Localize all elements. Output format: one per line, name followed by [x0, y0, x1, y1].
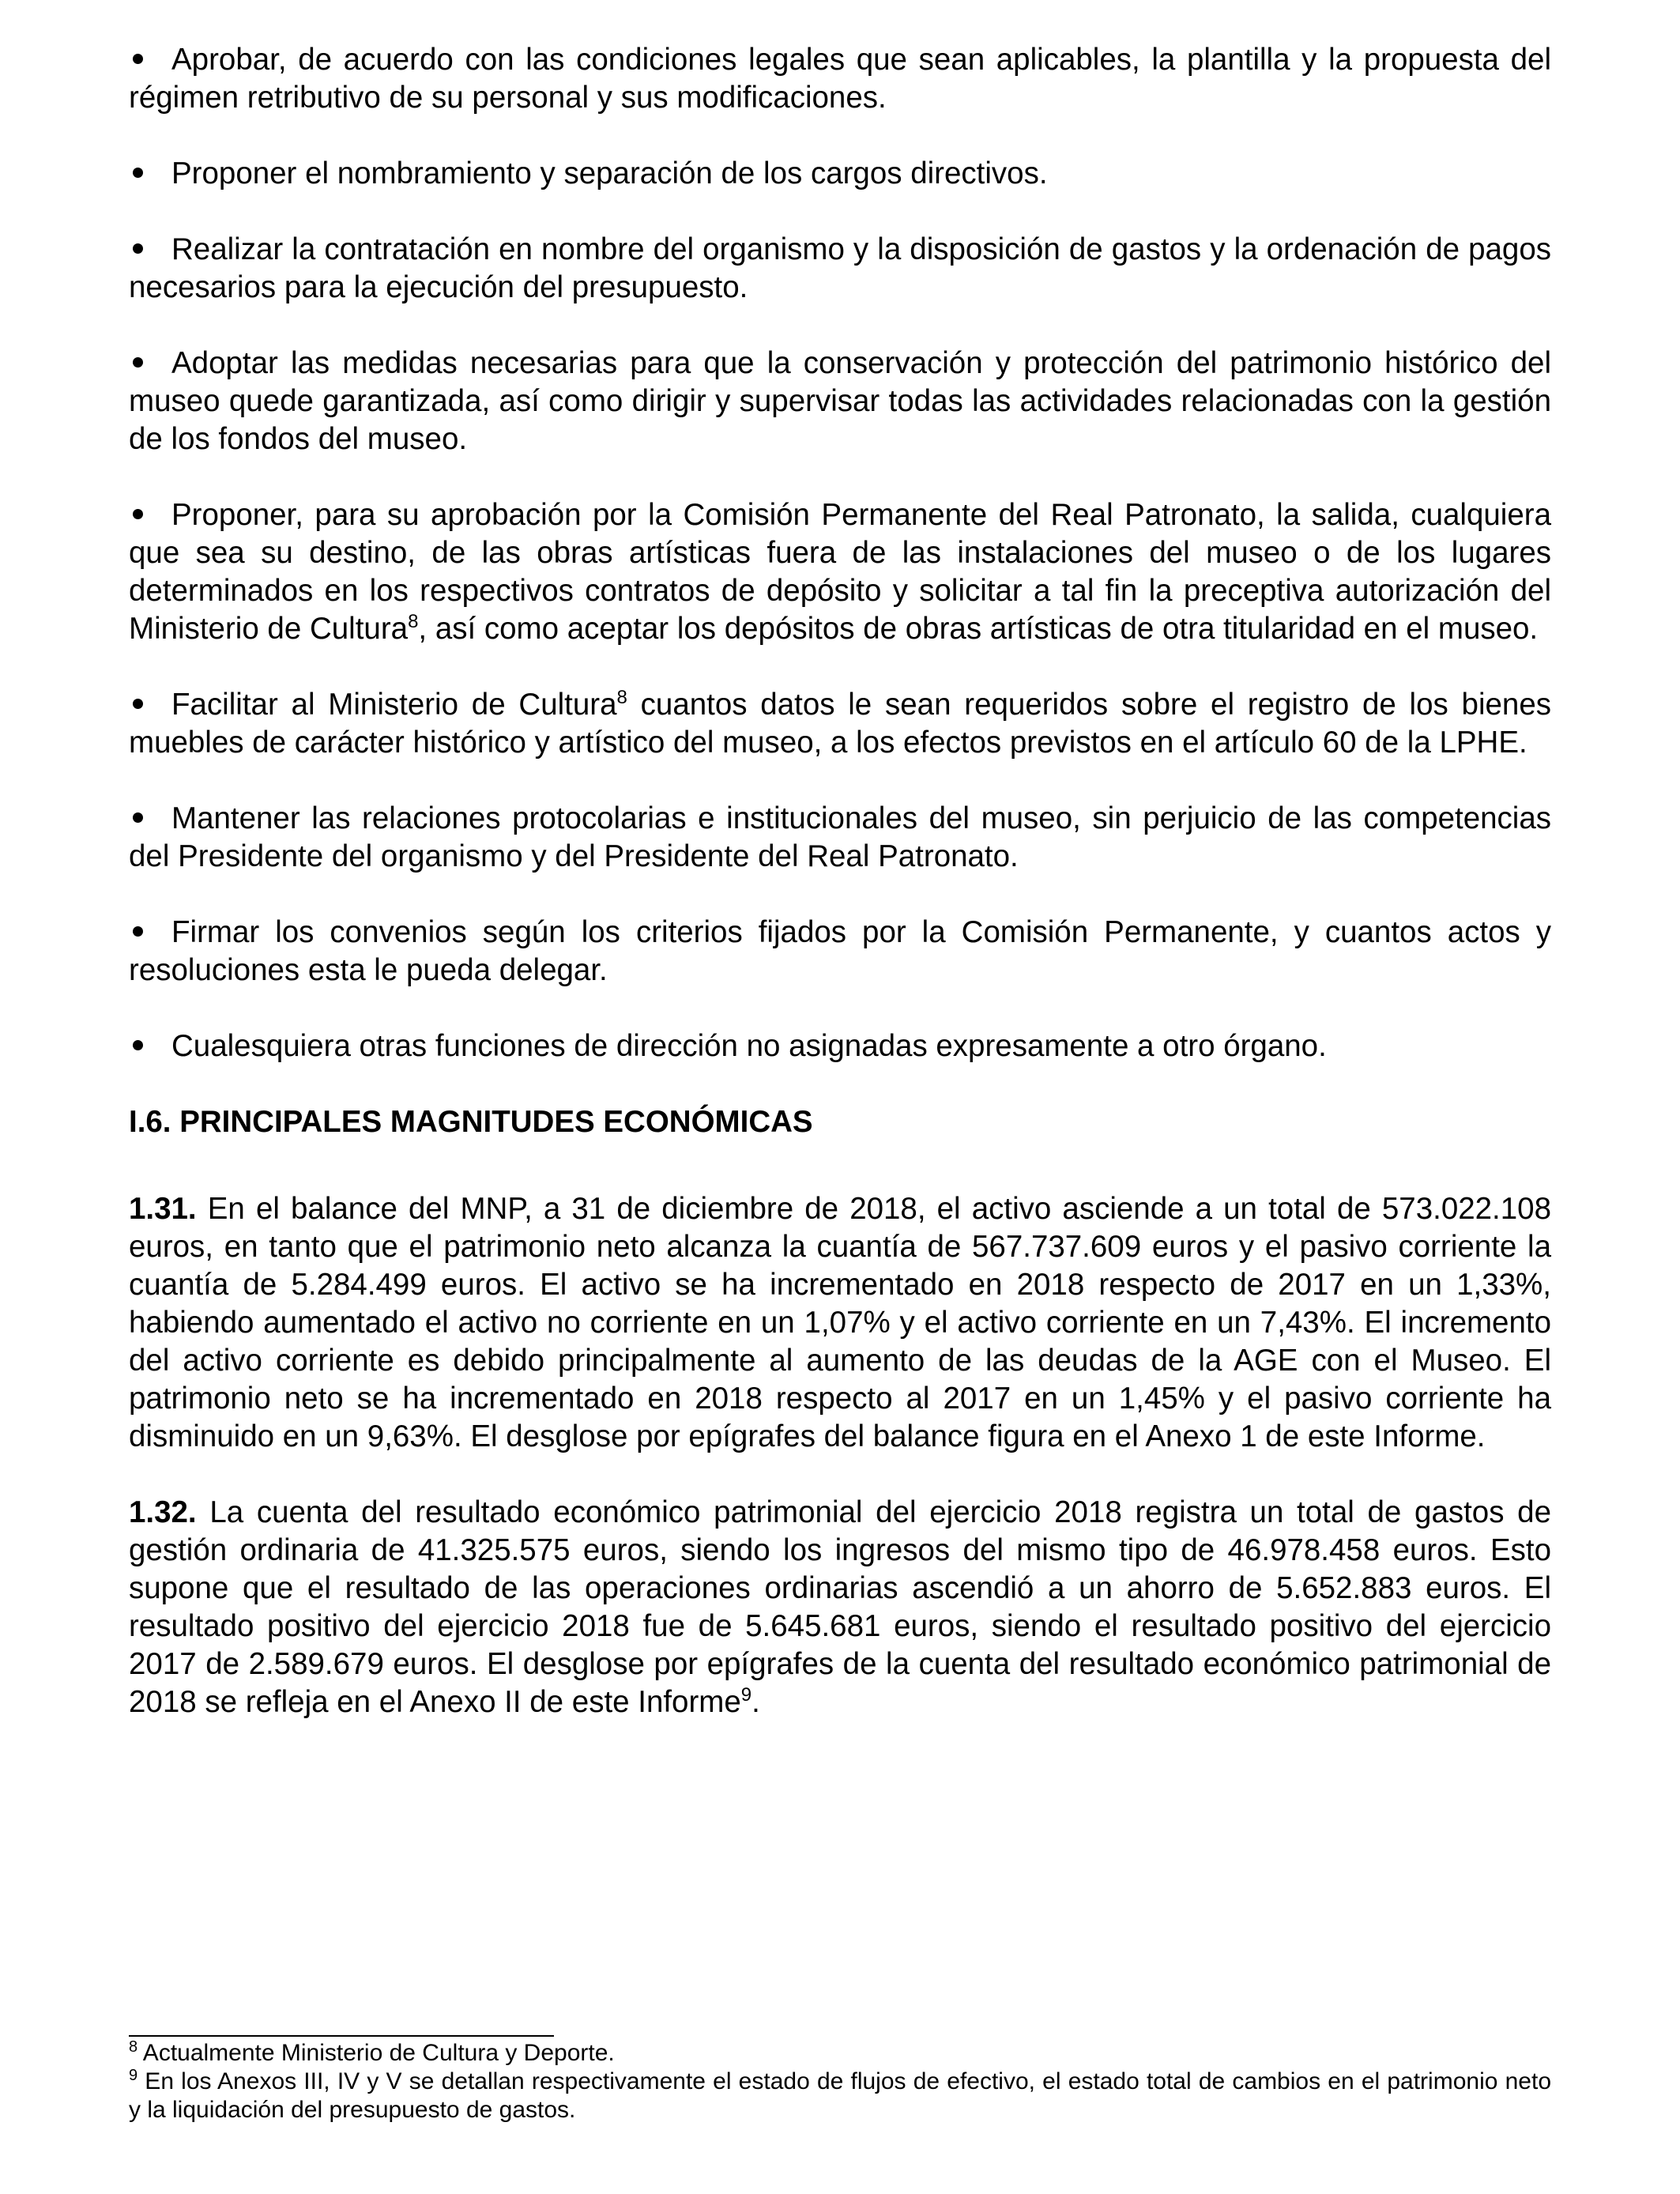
- bullet-item: Proponer, para su aprobación por la Comisión Permanente del Real Patronato, la salida, cualquiera que sea su destino, de las obras artísticas fuera de las instalaciones del museo o de los lugares determinados en los respectivos contratos de depósito y solicitar a tal fin la preceptiva autorización del Ministerio de Cultura$^8$, así como aceptar los depósitos de obras artísticas de otra titularidad en el museo.: [129, 498, 1551, 646]
- numbered-paragraph: 1.32. La cuenta del resultado económico patrimonial del ejercicio 2018 registra un total de gastos de gestión ordinaria de 41.325.575 euros, siendo los ingresos del mismo tipo de 46.978.458 euros. Esto supone que el resultado de las operaciones ordinarias ascendió a un ahorro de 5.652.883 euros. El resultado positivo del ejercicio 2018 fue de 5.645.681 euros, siendo el resultado positivo del ejercicio 2017 de 2.589.679 euros. El desglose por epígrafes de la cuenta del resultado económico patrimonial de 2018 se refleja en el Anexo II de este Informe$^9$.: [129, 1495, 1551, 1719]
- bullet-dot-icon: [129, 1027, 171, 1065]
- footnote-item: $^8$ Actualmente Ministerio de Cultura y Deporte.: [129, 2038, 615, 2066]
- bullet-dot-icon: [129, 231, 171, 269]
- section-heading: I.6. PRINCIPALES MAGNITUDES ECONÓMICAS: [129, 1105, 813, 1139]
- bullet-dot-icon: [129, 155, 171, 193]
- bullet-item: Adoptar las medidas necesarias para que la conservación y protección del patrimonio histórico del museo quede garantizada, así como dirigir y supervisar todas las actividades relacionadas con la gestión de los fondos del museo.: [129, 346, 1551, 456]
- bullet-dot-icon: [129, 914, 171, 952]
- footnote-divider: [129, 2035, 554, 2037]
- footnote-ref[interactable]: 9: [740, 1684, 752, 1706]
- bullet-item: Mantener las relaciones protocolarias e institucionales del museo, sin perjuicio de las competencias del Presidente del organismo y del Presidente del Real Patronato.: [129, 801, 1551, 873]
- page-content: [129, 41, 1551, 1759]
- bullet-dot-icon: [129, 686, 171, 724]
- bullet-dot-icon: [129, 496, 171, 534]
- numbered-paragraph: 1.31. En el balance del MNP, a 31 de diciembre de 2018, el activo asciende a un total de 573.022.108 euros, en tanto que el patrimonio neto alcanza la cuantía de 567.737.609 euros y el pasivo corriente la cuantía de 5.284.499 euros. El activo se ha incrementado en 2018 respecto de 2017 en un 1,33%, habiendo aumentado el activo no corriente en un 1,07% y el activo corriente en un 7,43%. El incremento del activo corriente es debido principalmente al aumento de las deudas de la AGE con el Museo. El patrimonio neto se ha incrementado en 2018 respecto al 2017 en un 1,45% y el pasivo corriente ha disminuido en un 9,63%. El desglose por epígrafes del balance figura en el Anexo 1 de este Informe.: [129, 1192, 1551, 1453]
- bullet-item: Proponer el nombramiento y separación de los cargos directivos.: [129, 155, 1551, 193]
- footnote-item: $^9$ En los Anexos III, IV y V se detallan respectivamente el estado de flujos de efectivo, el estado total de cambios en el patrimonio neto y la liquidación del presupuesto de gastos.: [129, 2067, 1551, 2123]
- paragraph-number: 1.32.: [129, 1495, 197, 1529]
- bullet-dot-icon: [129, 41, 171, 79]
- bullet-dot-icon: [129, 800, 171, 838]
- footnotes: [129, 2039, 1551, 2124]
- bullet-item: Realizar la contratación en nombre del organismo y la disposición de gastos y la ordenación de pagos necesarios para la ejecución del presupuesto.: [129, 232, 1551, 304]
- paragraph-number: 1.31.: [129, 1192, 197, 1226]
- bullet-item: Facilitar al Ministerio de Cultura$^8$ cuantos datos le sean requeridos sobre el registro de los bienes muebles de carácter histórico y artístico del museo, a los efectos previstos en el artículo 60 de la LPHE.: [129, 687, 1551, 760]
- footnote-ref[interactable]: 8: [408, 611, 419, 633]
- bullet-dot-icon: [129, 345, 171, 383]
- bullet-item: Aprobar, de acuerdo con las condiciones legales que sean aplicables, la plantilla y la propuesta del régimen retributivo de su personal y sus modificaciones.: [129, 43, 1551, 115]
- bullet-item: Firmar los convenios según los criterios fijados por la Comisión Permanente, y cuantos actos y resoluciones esta le pueda delegar.: [129, 915, 1551, 987]
- footnote-ref[interactable]: 8: [616, 687, 627, 709]
- bullet-item: Cualesquiera otras funciones de dirección no asignadas expresamente a otro órgano.: [129, 1027, 1551, 1065]
